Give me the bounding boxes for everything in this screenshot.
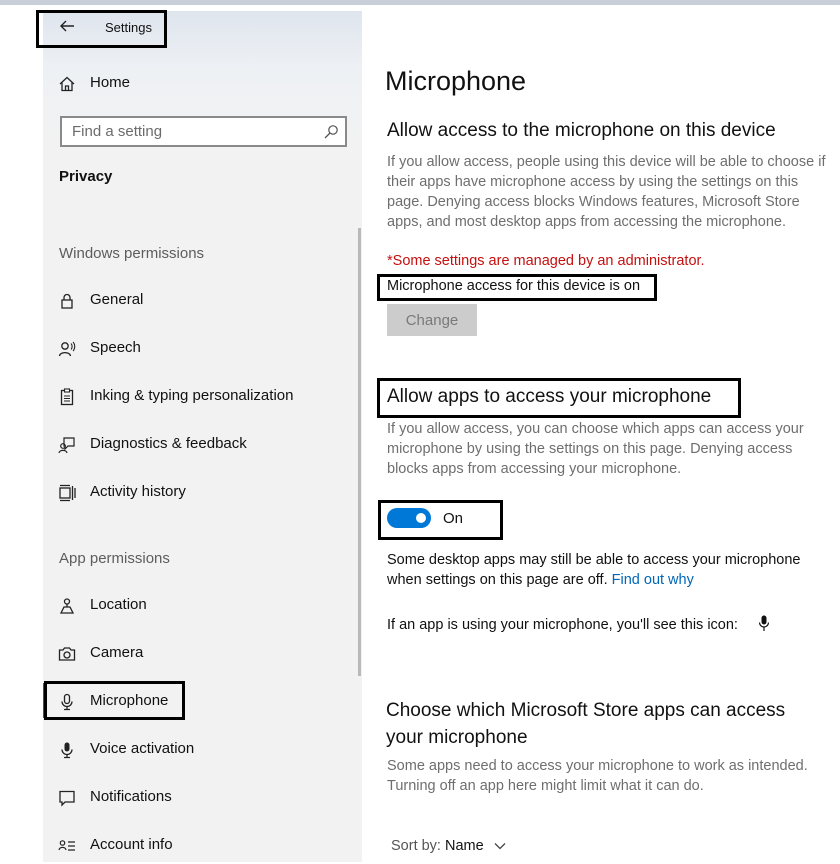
- lock-icon: [58, 292, 76, 310]
- back-arrow-icon[interactable]: [58, 18, 76, 34]
- search-placeholder: Find a setting: [72, 123, 163, 140]
- sidebar-item-label: General: [90, 291, 144, 308]
- search-input[interactable]: [60, 116, 347, 147]
- app-title: Settings: [105, 20, 152, 35]
- sidebar-item-label: Speech: [90, 339, 141, 356]
- toggle-state-label: On: [443, 510, 464, 527]
- sidebar-item-label: Activity history: [90, 483, 186, 500]
- sidebar-item-label: Home: [90, 74, 131, 91]
- activity-history-icon: [58, 484, 76, 502]
- camera-icon: [58, 645, 76, 663]
- desktop-apps-note-text: Some desktop apps may still be able to access your microphone when settings on this page are off.: [387, 552, 801, 588]
- notifications-icon: [58, 789, 76, 807]
- sort-value: Name: [445, 838, 484, 854]
- microphone-highlight-box: [44, 681, 185, 720]
- sidebar-item-location[interactable]: [43, 588, 362, 624]
- sidebar-item-diagnostics-feedback[interactable]: [43, 427, 362, 463]
- sidebar-item-label: Voice activation: [90, 740, 195, 757]
- admin-managed-note: *Some settings are managed by an administrator.: [387, 253, 705, 269]
- sidebar-item-label: Microphone: [90, 692, 169, 709]
- sidebar-item-label: Location: [90, 596, 147, 613]
- toggle-highlight-box: [378, 500, 503, 540]
- feedback-icon: [58, 436, 76, 454]
- sort-label: Sort by:: [391, 838, 441, 854]
- change-button[interactable]: Change: [387, 304, 477, 336]
- device-access-status: Microphone access for this device is on: [387, 278, 641, 294]
- chevron-down-icon[interactable]: [494, 842, 506, 850]
- sidebar-item-inking-typing[interactable]: [43, 379, 362, 415]
- sidebar-item-account-info[interactable]: [43, 828, 362, 864]
- window-top-edge: [0, 0, 840, 5]
- sidebar-item-general[interactable]: [43, 283, 362, 319]
- microphone-in-use-icon: [758, 615, 770, 632]
- find-out-why-link[interactable]: Find out why: [611, 572, 694, 588]
- sidebar-item-camera[interactable]: [43, 636, 362, 672]
- device-access-description: If you allow access, people using this device will be able to choose if their apps have microphone access by using the settings on this page. Denying access blocks Windows features, Microsoft Store apps, and most desktop apps from accessing the microphone.: [387, 154, 826, 230]
- sidebar-item-notifications[interactable]: [43, 780, 362, 816]
- desktop-apps-note: [387, 550, 827, 590]
- clipboard-icon: [58, 388, 76, 406]
- sidebar-item-label: Diagnostics & feedback: [90, 435, 247, 452]
- sidebar-item-activity-history[interactable]: [43, 475, 362, 511]
- location-icon: [58, 597, 76, 615]
- sidebar-item-label: Notifications: [90, 788, 172, 805]
- store-apps-description: Some apps need to access your microphone to work as intended. Turning off an app here might limit what it can do.: [387, 758, 808, 794]
- apps-access-description: If you allow access, you can choose which apps can access your microphone by using the settings on this page. Denying access blocks apps from accessing your microphone.: [387, 421, 804, 477]
- sidebar-item-label: Account info: [90, 836, 173, 853]
- account-info-icon: [58, 837, 76, 855]
- device-access-heading: Allow access to the microphone on this device: [387, 120, 776, 141]
- sidebar-item-label: Camera: [90, 644, 144, 661]
- voice-activation-icon: [58, 741, 76, 759]
- group-label-windows-permissions: Windows permissions: [59, 245, 205, 262]
- sort-dropdown[interactable]: [391, 838, 484, 854]
- sidebar-item-label: Inking & typing personalization: [90, 387, 294, 404]
- group-label-app-permissions: App permissions: [59, 550, 170, 567]
- store-apps-heading: Choose which Microsoft Store apps can access your microphone: [386, 700, 786, 748]
- home-icon: [58, 75, 76, 93]
- page-title: Microphone: [385, 66, 527, 96]
- apps-access-heading: Allow apps to access your microphone: [387, 386, 712, 407]
- apps-heading-highlight-box: [377, 378, 741, 418]
- speech-icon: [58, 340, 76, 358]
- search-icon[interactable]: [323, 124, 339, 140]
- sidebar-item-voice-activation[interactable]: [43, 732, 362, 768]
- sidebar-item-home[interactable]: [43, 66, 362, 102]
- sidebar-section-title: Privacy: [59, 168, 113, 185]
- sidebar-item-speech[interactable]: [43, 331, 362, 367]
- icon-note: If an app is using your microphone, you'll see this icon:: [387, 617, 738, 633]
